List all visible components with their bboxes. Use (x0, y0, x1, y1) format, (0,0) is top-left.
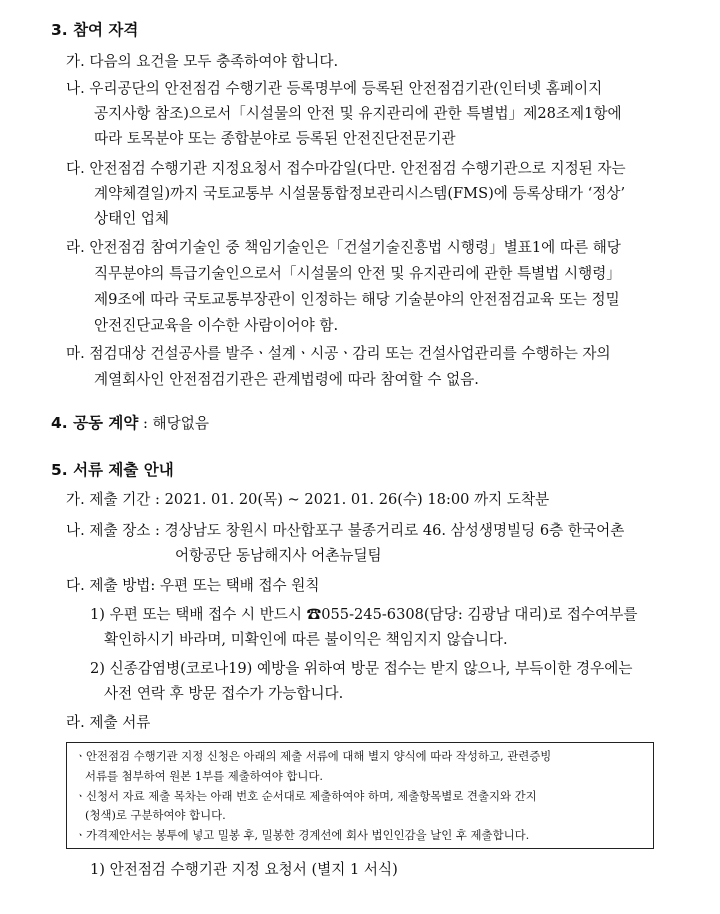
submission-period: 가. 제출 기간 : 2021. 01. 20(목) ~ 2021. 01. 26(수) 18:00 까지 도착분 (66, 491, 550, 508)
requirement-ra-line-2: 직무분야의 특급기술인으로서「시설물의 안전 및 유지관리에 관한 특별법 시행령」 (94, 265, 621, 282)
method-note-1-line-2: 확인하시기 바라며, 미확인에 따른 불이익은 책임지지 않습니다. (104, 631, 508, 648)
section-4-title: 4. 공동 계약 (51, 414, 139, 432)
notice-line-5: ㆍ가격제안서는 봉투에 넣고 밀봉 후, 밀봉한 경계선에 회사 법인인감을 날인 후 제출합니다. (75, 828, 530, 842)
requirement-da-line-1: 다. 안전점검 수행기관 지정요청서 접수마감일(다만. 안전점검 수행기관으로 지정된 자는 (66, 160, 626, 177)
requirement-ga: 가. 다음의 요건을 모두 충족하여야 합니다. (66, 53, 339, 70)
first-document: 1) 안전점검 수행기관 지정 요청서 (별지 1 서식) (90, 861, 398, 878)
section-5-heading: 5. 서류 제출 안내 (51, 461, 174, 479)
requirement-da-line-3: 상태인 업체 (94, 210, 170, 227)
section-3-heading: 3. 참여 자격 (51, 21, 139, 39)
method-note-2-line-1: 2) 신종감염병(코로나19) 예방을 위하여 방문 접수는 받지 않으나, 부득이한 경우에는 (90, 660, 633, 677)
section-4-heading (51, 412, 209, 435)
requirement-ma-line-1: 마. 점검대상 건설공사를 발주ㆍ설계ㆍ시공ㆍ감리 또는 건설사업관리를 수행하는 자의 (66, 345, 611, 362)
notice-line-4: (청색)로 구분하여야 합니다. (85, 808, 226, 822)
requirement-ra-line-4: 안전진단교육을 이수한 사람이어야 함. (94, 317, 339, 334)
notice-line-2: 서류를 첨부하여 원본 1부를 제출하여야 합니다. (85, 769, 324, 783)
requirement-na-line-3: 따라 토목분야 또는 종합분야로 등록된 안전진단전문기관 (94, 130, 456, 147)
notice-line-1: ㆍ안전점검 수행기관 지정 신청은 아래의 제출 서류에 대해 별지 양식에 따라 작성하고, 관련증빙 (75, 749, 552, 763)
joint-contract-value: : 해당없음 (138, 415, 209, 432)
method-note-2-line-2: 사전 연락 후 방문 접수가 가능합니다. (104, 685, 344, 702)
submission-method: 다. 제출 방법: 우편 또는 택배 접수 원칙 (66, 577, 320, 594)
notice-line-3: ㆍ신청서 자료 제출 목차는 아래 번호 순서대로 제출하여야 하며, 제출항목별로 견출지와 간지 (75, 789, 537, 803)
requirement-ra-line-1: 라. 안전점검 참여기술인 중 책임기술인은「건설기술진흥법 시행령」별표1에 따른 해당 (66, 239, 621, 256)
submission-place-line-1: 나. 제출 장소 : 경상남도 창원시 마산합포구 불종거리로 46. 삼성생명빌딩 6층 한국어촌 (66, 522, 625, 539)
method-note-1-line-1: 1) 우편 또는 택배 접수 시 반드시 ☎055-245-6308(담당: 김광남 대리)로 접수여부를 (90, 606, 638, 623)
submission-place-line-2: 어항공단 동남해지사 어촌뉴딜팀 (175, 547, 382, 564)
documents-heading: 라. 제출 서류 (66, 714, 151, 731)
submission-notice-box (66, 742, 654, 849)
requirement-na-line-2: 공지사항 참조)으로서「시설물의 안전 및 유지관리에 관한 특별법」제28조제1항에 (94, 105, 622, 122)
requirement-ma-line-2: 계열회사인 안전점검기관은 관계법령에 따라 참여할 수 없음. (94, 371, 479, 388)
requirement-ra-line-3: 제9조에 따라 국토교통부장관이 인정하는 해당 기술분야의 안전점검교육 또는 정밀 (94, 291, 620, 308)
requirement-da-line-2: 계약체결일)까지 국토교통부 시설물통합정보관리시스템(FMS)에 등록상태가 ‘정상’ (94, 185, 626, 202)
requirement-na-line-1: 나. 우리공단의 안전점검 수행기관 등록명부에 등록된 안전점검기관(인터넷 홈페이지 (66, 80, 603, 97)
